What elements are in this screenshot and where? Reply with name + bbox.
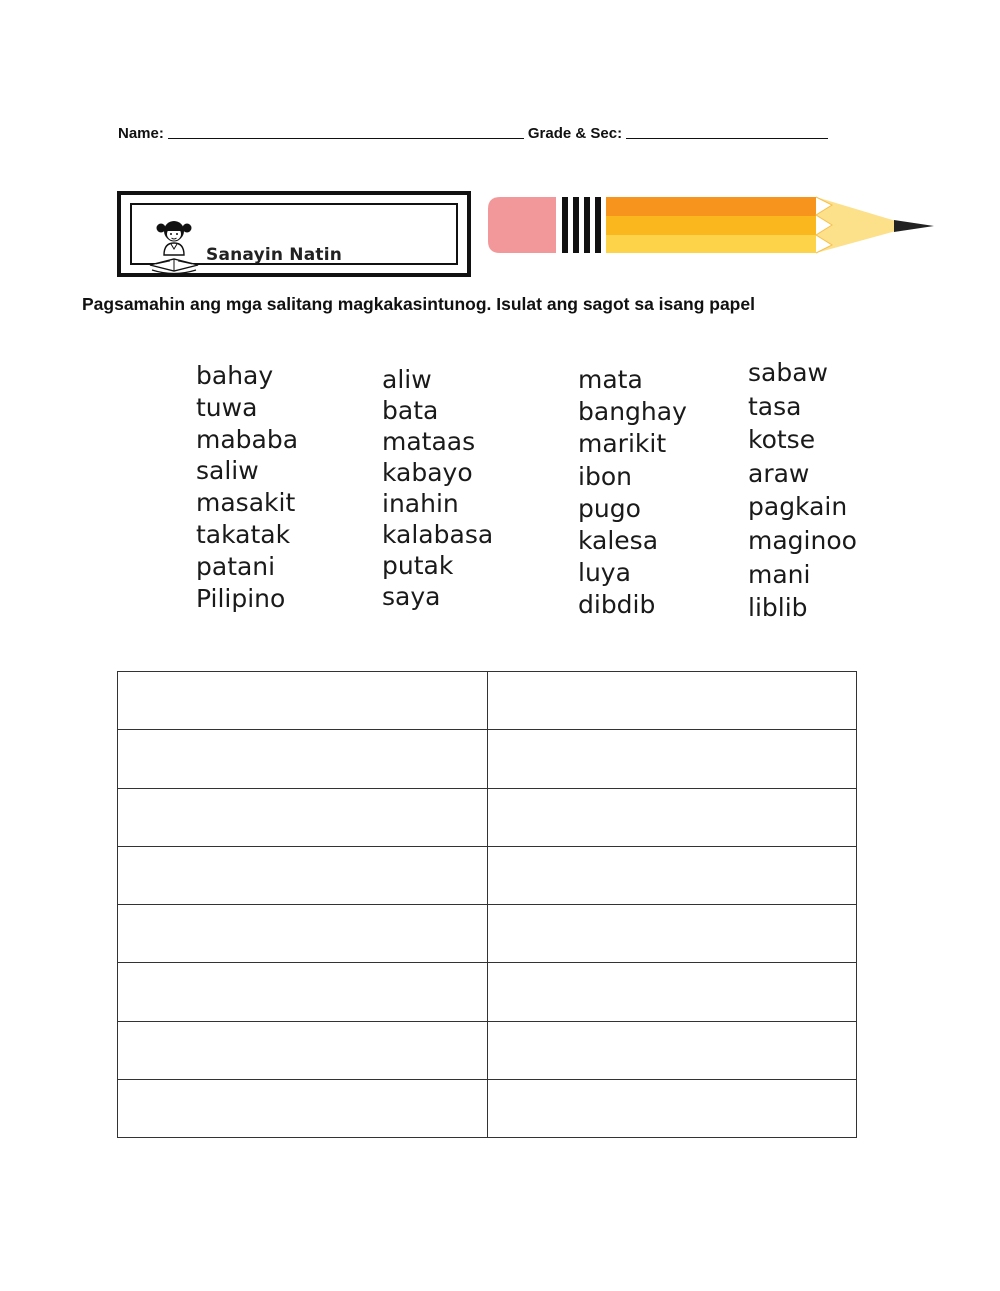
answer-cell[interactable] bbox=[118, 730, 488, 788]
word-item: tasa bbox=[748, 391, 802, 421]
word-item: takatak bbox=[196, 519, 291, 549]
word-item: Pilipino bbox=[196, 583, 286, 613]
instructions-text: Pagsamahin ang mga salitang magkakasintunog. Isulat ang sagot sa isang papel bbox=[82, 294, 755, 314]
answer-row bbox=[118, 730, 857, 788]
word-item: ibon bbox=[578, 461, 632, 491]
word-item: mababa bbox=[196, 424, 299, 454]
word-item: putak bbox=[382, 551, 454, 580]
answer-grid-body bbox=[118, 672, 857, 1138]
answer-cell[interactable] bbox=[487, 846, 857, 904]
word-column-4 bbox=[748, 356, 857, 625]
word-item: araw bbox=[748, 458, 810, 488]
student-info-line bbox=[118, 118, 858, 142]
word-item: kalabasa bbox=[382, 520, 494, 549]
reading-girl-icon bbox=[144, 215, 208, 277]
answer-grid bbox=[117, 671, 857, 1138]
grade-section-blank-field[interactable] bbox=[626, 124, 828, 139]
word-column-3 bbox=[578, 364, 687, 622]
word-item: luya bbox=[578, 558, 631, 588]
word-item: tuwa bbox=[196, 392, 258, 422]
word-item: patani bbox=[196, 551, 276, 581]
word-item: aliw bbox=[382, 365, 432, 394]
answer-cell[interactable] bbox=[118, 905, 488, 963]
answer-cell[interactable] bbox=[118, 963, 488, 1021]
answer-cell[interactable] bbox=[487, 730, 857, 788]
word-item: kotse bbox=[748, 425, 816, 455]
word-item: bata bbox=[382, 396, 439, 425]
answer-cell[interactable] bbox=[118, 672, 488, 730]
banner-inner-frame bbox=[130, 203, 458, 265]
word-item: maginoo bbox=[748, 525, 857, 555]
answer-cell[interactable] bbox=[487, 788, 857, 846]
pencil-icon bbox=[486, 193, 938, 257]
answer-cell[interactable] bbox=[118, 788, 488, 846]
word-item: kalesa bbox=[578, 526, 659, 556]
answer-row bbox=[118, 788, 857, 846]
answer-cell[interactable] bbox=[118, 1079, 488, 1137]
answer-row bbox=[118, 963, 857, 1021]
answer-row bbox=[118, 905, 857, 963]
word-item: mata bbox=[578, 365, 643, 394]
word-column-2 bbox=[382, 364, 493, 612]
answer-row bbox=[118, 846, 857, 904]
word-item: saliw bbox=[196, 456, 259, 486]
name-label: Name: bbox=[118, 125, 164, 142]
word-item: marikit bbox=[578, 429, 667, 459]
word-item: dibdib bbox=[578, 590, 656, 620]
answer-row bbox=[118, 672, 857, 730]
word-item: sabaw bbox=[748, 358, 828, 387]
name-blank-field[interactable] bbox=[168, 124, 524, 139]
word-item: bahay bbox=[196, 361, 274, 390]
answer-cell[interactable] bbox=[487, 1021, 857, 1079]
word-item: pagkain bbox=[748, 492, 848, 522]
word-item: pugo bbox=[578, 493, 641, 523]
answer-cell[interactable] bbox=[487, 963, 857, 1021]
activity-banner bbox=[117, 191, 471, 277]
grade-section-label: Grade & Sec: bbox=[527, 125, 623, 142]
word-item: banghay bbox=[578, 397, 687, 427]
answer-cell[interactable] bbox=[487, 672, 857, 730]
answer-cell[interactable] bbox=[118, 846, 488, 904]
word-column-1 bbox=[196, 360, 298, 614]
answer-cell[interactable] bbox=[118, 1021, 488, 1079]
word-item: mataas bbox=[382, 427, 476, 456]
answer-row bbox=[118, 1021, 857, 1079]
word-item: masakit bbox=[196, 488, 296, 518]
answer-row bbox=[118, 1079, 857, 1137]
word-item: saya bbox=[382, 582, 441, 611]
answer-cell[interactable] bbox=[487, 905, 857, 963]
word-item: kabayo bbox=[382, 458, 473, 487]
answer-cell[interactable] bbox=[487, 1079, 857, 1137]
word-item: inahin bbox=[382, 489, 459, 518]
word-item: liblib bbox=[748, 593, 808, 623]
word-item: mani bbox=[748, 559, 811, 589]
banner-title: Sanayin Natin bbox=[206, 245, 343, 265]
